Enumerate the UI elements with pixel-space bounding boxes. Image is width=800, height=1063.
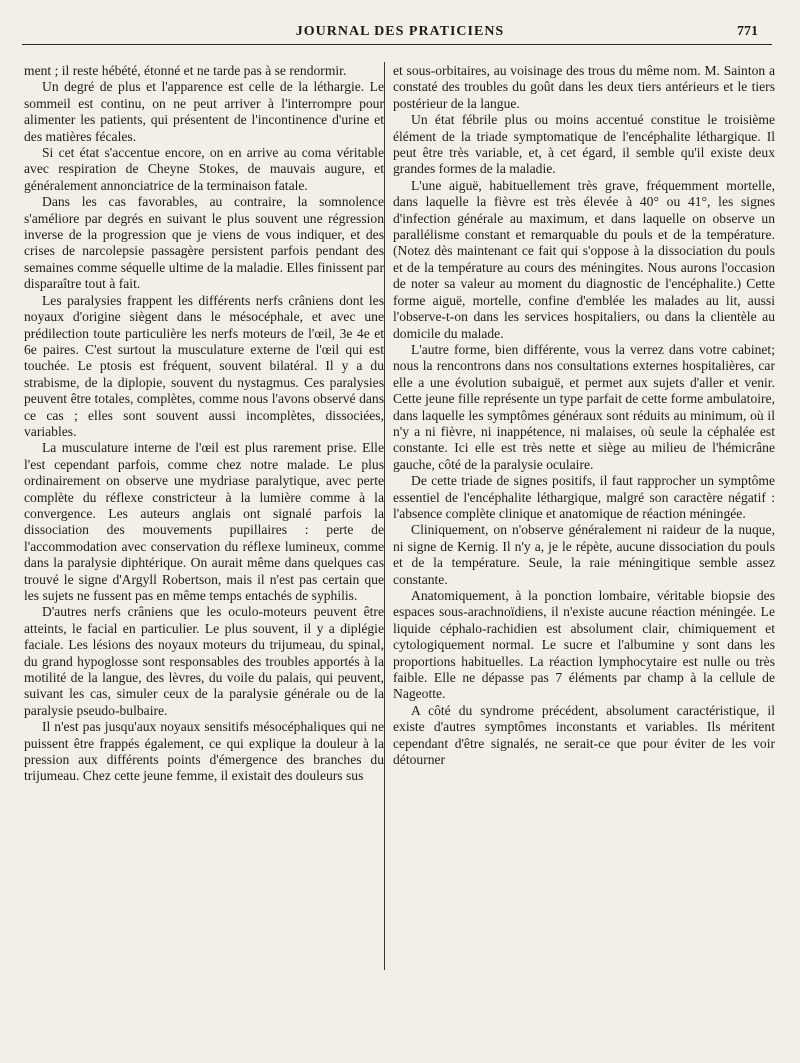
paragraph: D'autres nerfs crâniens que les oculo-moteurs peuvent être atteints, le facial en particulier. Le plus souvent, il y a diplégie faciale. Les lésions des noyaux moteurs du trijumeau, du spinal, du grand hypoglosse sont responsables des troubles apportés à la motilité de la langue, des lèvres, du voile du palais, qui peuvent, suivant les cas, simuler ceux de la paralysie générale ou de la paralysie pseudo-bulbaire. (24, 604, 384, 718)
paragraph: A côté du syndrome précédent, absolument caractéristique, il existe d'autres symptômes inconstants et variables. Ils méritent cependant d'être signalés, ne serait-ce que pour éviter de les voir détourner (393, 702, 775, 768)
paragraph: Un état fébrile plus ou moins accentué constitue le troisième élément de la triade symptomatique de l'encéphalite léthargique. Il peut être très variable, et, à cet égard, il semble qu'il existe deux grandes formes de la maladie. (393, 112, 775, 177)
paragraph: L'une aiguë, habituellement très grave, fréquemment mortelle, dans laquelle la fièvre est très élevée à 40° ou 41°, les signes d'infection générale au maximum, et dans laquelle on observe un parallélisme constant et remarquable du pouls et de la température. (Notez dès maintenant ce fait qui s'oppose à la dissociation du pouls et de la température au cours des méningites. Nous aurons l'occasion de noter sa valeur au moment du diagnostic de l'encéphalite.) Cette forme aiguë, mortelle, confine d'emblée les malades au lit, aussi l'observe-t-on dans les services hospitaliers, ou dans la clientèle au domicile du malade. (393, 177, 775, 341)
right-column (393, 63, 775, 768)
running-header (0, 22, 800, 44)
header-rule (22, 44, 772, 45)
paragraph: L'autre forme, bien différente, vous la verrez dans votre cabinet; nous la rencontrons dans nos consultations externes hospitalières, car elle a une évolution subaiguë, et permet aux sujets d'aller et venir. Cette jeune fille représente un type parfait de cette forme ambulatoire, dans laquelle les symptômes généraux sont réduits au minimum, où il n'y a ni fièvre, ni inappétence, ni malaises, où seule la céphalée est constante. Ici elle est très nette et siège au milieu de l'hémicrâne gauche, côté de la paralysie oculaire. (393, 341, 775, 472)
paragraph: Un degré de plus et l'apparence est celle de la léthargie. Le sommeil est continu, on ne peut arriver à l'interrompre pour alimenter les patients, qui présentent de l'incontinence d'urine et des matières fécales. (24, 79, 384, 144)
left-column (24, 63, 384, 785)
paragraph: De cette triade de signes positifs, il faut rapprocher un symptôme essentiel de l'encéphalite léthargique, malgré son caractère négatif : l'absence complète clinique et anatomique de réaction méningée. (393, 473, 775, 521)
journal-title: JOURNAL DES PRATICIENS (295, 24, 505, 39)
paragraph: Les paralysies frappent les différents nerfs crâniens dont les noyaux d'origine siègent dans le mésocéphale, et avec une prédilection toute particulière les nerfs moteurs de l'œil, 3e 4e et 6e paires. C'est surtout la musculature externe de l'œil qui est touchée. Le ptosis est fréquent, souvent bilatéral. Il y a du strabisme, de la diplopie, souvent du nystagmus. Ces paralysies peuvent être totales, complètes, comme nous l'avons observé dans ce cas ; elles sont souvent aussi incomplètes, dissociées, variables. (24, 292, 384, 439)
paragraph: Cliniquement, on n'observe généralement ni raideur de la nuque, ni signe de Kernig. Il n'y a, je le répète, aucune dissociation du pouls et de la température. Seule, la raie méningitique semble assez constante. (393, 522, 775, 587)
paragraph: La musculature interne de l'œil est plus rarement prise. Elle l'est cependant parfois, comme chez notre malade. Le plus ordinairement on observe une mydriase paralytique, avec perte complète du réflexe constricteur à la lumière comme à la convergence. Les auteurs anglais ont signalé parfois la dissociation des mouvements pupillaires : perte de l'accommodation avec conservation du réflexe lumineux, comme dans la paralysie diphtérique. On aurait même dans quelques cas trouvé le signe d'Argyll Robertson, mais il n'est pas certain que les sujets ne fussent pas en même temps entachés de syphilis. (24, 440, 384, 603)
paragraph: Anatomiquement, à la ponction lombaire, véritable biopsie des espaces sous-arachnoïdiens, il n'existe aucune réaction méningée. Le liquide céphalo-rachidien est absolument clair, chimiquement et cytologiquement normal. Le sucre et l'albumine y sont dans les proportions habituelles. La réaction lymphocytaire est nulle ou très faible. Elle ne dépasse pas 7 éléments par champ à la cellule de Nageotte. (393, 588, 775, 702)
paragraph: Il n'est pas jusqu'aux noyaux sensitifs mésocéphaliques qui ne puissent être frappés également, ce qui explique la douleur à la pression aux différents points d'émergence des branches du trijumeau. Chez cette jeune femme, il existait des douleurs sus (24, 719, 384, 784)
column-divider (384, 62, 385, 970)
paragraph: Si cet état s'accentue encore, on en arrive au coma véritable avec respiration de Cheyne Stokes, de mauvais augure, et généralement annonciatrice de la terminaison fatale. (24, 145, 384, 193)
paragraph: et sous-orbitaires, au voisinage des trous du même nom. M. Sainton a constaté des troubles du goût dans les deux tiers antérieurs et le tiers postérieur de la langue. (393, 63, 775, 111)
paragraph: Dans les cas favorables, au contraire, la somnolence s'améliore par degrés en suivant le plus souvent une régression inverse de la progression que je viens de vous indiquer, et des crises de narcolepsie passagère persistent parfois pendant des semaines comme séquelle ultime de la maladie. Elles finissent par disparaître tout à fait. (24, 194, 384, 292)
page-number: 771 (737, 24, 758, 39)
paragraph: ment ; il reste hébété, étonné et ne tarde pas à se rendormir. (24, 63, 347, 78)
